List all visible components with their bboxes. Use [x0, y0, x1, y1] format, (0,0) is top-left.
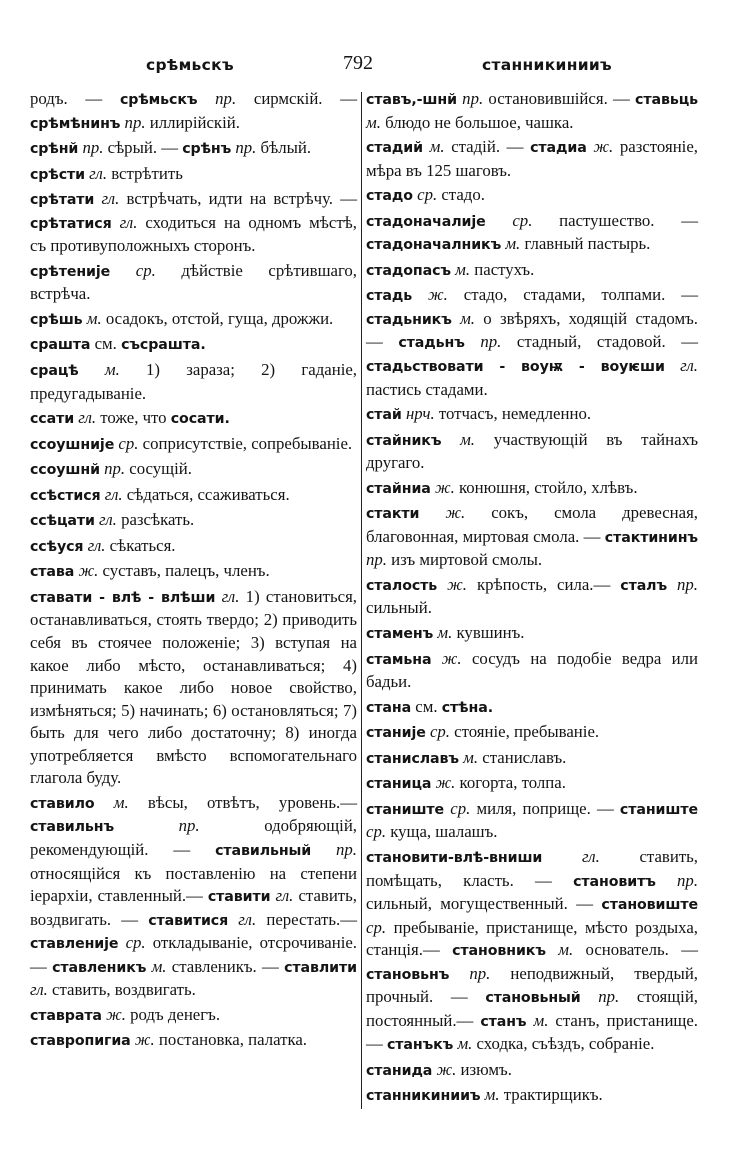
- headword: стамьна: [366, 651, 432, 668]
- headword: становити-влѣ-вниши: [366, 849, 543, 866]
- definition-text: главный пастырь.: [520, 234, 651, 254]
- dictionary-entry: [30, 333, 357, 357]
- headword: ссоушније: [30, 436, 115, 453]
- definition-text: см.: [411, 696, 442, 716]
- definition-text: куща, шалашъ.: [386, 822, 498, 842]
- part-of-speech: гл.: [94, 189, 120, 209]
- headword: станникинииъ: [366, 1088, 481, 1105]
- definition-text: блюдо не большое, чашка.: [380, 112, 574, 132]
- dictionary-entry: [30, 407, 357, 431]
- part-of-speech: ср.: [444, 798, 471, 818]
- part-of-speech: м.: [146, 956, 167, 976]
- headword: стадий: [366, 140, 423, 157]
- part-of-speech: гл.: [100, 484, 123, 504]
- dictionary-entry: [366, 502, 698, 572]
- headword: стадоначалникъ: [366, 237, 502, 254]
- part-of-speech: м.: [458, 747, 479, 767]
- definition-text: дѣйствіе срѣтившаго, встрѣча.: [30, 260, 357, 304]
- part-of-speech: пр.: [120, 112, 146, 132]
- headword: ссѣцати: [30, 513, 95, 530]
- headword: станиште: [366, 801, 445, 818]
- definition-text: см.: [90, 334, 122, 354]
- headword: ставити: [207, 889, 271, 906]
- headword: срѣмьскъ: [119, 92, 198, 108]
- definition-text: трактирщикъ.: [499, 1085, 603, 1105]
- definition-text: ставить, воздвигать. —: [30, 886, 357, 929]
- definition-text: одобряющій, рекомендующій. —: [30, 816, 357, 859]
- headword: стадопасъ: [366, 262, 451, 279]
- dictionary-entry: [30, 359, 357, 405]
- headword: срѣтатися: [30, 215, 112, 232]
- dictionary-entry: [366, 648, 698, 694]
- headword: ссати: [30, 411, 75, 428]
- definition-text: участвующій въ тайнахъ другаго.: [366, 429, 698, 473]
- part-of-speech: ср.: [114, 433, 139, 453]
- headword: ставропигиа: [30, 1033, 131, 1050]
- part-of-speech: гл.: [30, 980, 48, 1000]
- definition-text: сосудъ на подобіе ведра или бадьи.: [366, 648, 698, 692]
- definition-text: встрѣчать, идти на встрѣчу. —: [119, 189, 357, 209]
- headword: стактининъ: [604, 529, 698, 546]
- headword: стадьствовати - воуѭ - воуѥши: [366, 359, 665, 376]
- definition-text: изъ миртовой смолы.: [386, 550, 543, 570]
- headword: сосати.: [170, 411, 230, 428]
- headword: стадьникъ: [366, 311, 452, 328]
- headword: стаменъ: [366, 626, 434, 643]
- dictionary-entry: [366, 429, 698, 475]
- part-of-speech: ж.: [419, 503, 466, 523]
- part-of-speech: пр.: [667, 574, 699, 594]
- headword: ставильнъ: [30, 819, 115, 836]
- headword: срѣтеније: [30, 263, 111, 280]
- headword: станије: [366, 725, 426, 742]
- definition-text: тоже, что: [96, 408, 171, 428]
- headword: ставати - влѣ - влѣши: [30, 589, 216, 606]
- definition-text: кувшинъ.: [452, 623, 525, 643]
- definition-text: сирмскій. —: [236, 89, 357, 108]
- dictionary-entry: [366, 622, 698, 646]
- headword: становитъ: [573, 873, 656, 890]
- part-of-speech: гл.: [270, 886, 294, 906]
- headword: ставрата: [30, 1007, 102, 1024]
- part-of-speech: м.: [480, 1085, 500, 1105]
- part-of-speech: пр.: [366, 550, 387, 570]
- part-of-speech: ср.: [110, 260, 156, 280]
- definition-text: 1) становиться, останавливаться, стоять твердо; 2) приводить себя въ стоячее положеніе; 3) вступая на какое либо мѣсто, останавливаться; 4) принимать какое либо новое свойство, измѣняться; 5) начинать; 6) остановляться; 7) быть для чего либо достаточну; 8) иногда употребляется вмѣсто вспомогательнаго глагола буду.: [30, 586, 357, 788]
- headword: ссѣстися: [30, 487, 101, 504]
- definition-text: стадо.: [437, 185, 485, 205]
- headword: стадоначалије: [366, 213, 486, 230]
- part-of-speech: ж.: [431, 773, 456, 793]
- left-column: [30, 88, 357, 1055]
- definition-text: разсѣкать.: [116, 510, 195, 530]
- dictionary-entry: [30, 586, 357, 790]
- headword: срѣсти: [30, 166, 85, 183]
- part-of-speech: пр.: [449, 963, 491, 983]
- right-column: [366, 88, 698, 1110]
- definition-text: относящійся къ поставленію на степени іерархіи, ставленный.—: [30, 863, 357, 906]
- dictionary-entry: [30, 163, 357, 187]
- headword: сталость: [366, 577, 438, 594]
- dictionary-entry: [366, 1084, 698, 1108]
- definition-text: стадо, стадами, толпами. —: [447, 285, 698, 305]
- definition-text: крѣпость, сила.—: [466, 574, 621, 594]
- part-of-speech: пр.: [311, 839, 357, 859]
- definition-text: конюшня, стойло, хлѣвъ.: [454, 477, 638, 497]
- dictionary-entry: [366, 184, 698, 208]
- part-of-speech: м.: [450, 259, 471, 279]
- part-of-speech: пр.: [456, 89, 484, 108]
- part-of-speech: гл.: [74, 408, 97, 428]
- headword: срѣтати: [30, 192, 95, 209]
- part-of-speech: гл.: [542, 846, 600, 866]
- part-of-speech: ж.: [432, 1059, 457, 1079]
- dictionary-entry: [30, 792, 357, 1002]
- headword: сталъ: [620, 577, 668, 594]
- dictionary-entry: [366, 574, 698, 620]
- part-of-speech: м.: [433, 623, 453, 643]
- page-header: [0, 52, 742, 82]
- headword: станица: [366, 776, 432, 793]
- headword: срѣнй: [30, 141, 79, 158]
- dictionary-entry: [366, 846, 698, 1057]
- definition-text: сильный, могущественный. —: [366, 894, 602, 914]
- headword: ссѣуся: [30, 538, 84, 555]
- definition-text: изюмъ.: [456, 1059, 512, 1079]
- headword: ставъ,-шнй: [366, 92, 457, 108]
- definition-text: сильный.: [366, 598, 432, 618]
- part-of-speech: гл.: [94, 510, 117, 530]
- definition-text: сѣкаться.: [105, 535, 176, 555]
- definition-text: вѣсы, отвѣтъ, уровень.—: [128, 792, 357, 812]
- definition-text: встрѣтить: [107, 163, 183, 183]
- dictionary-entry: [30, 509, 357, 533]
- headword: става: [30, 564, 75, 581]
- part-of-speech: м.: [366, 112, 381, 132]
- definition-text: иллирійскій.: [145, 112, 240, 132]
- part-of-speech: м.: [501, 234, 521, 254]
- part-of-speech: м.: [422, 137, 445, 157]
- header-right-guide-word: станникинииъ: [482, 56, 612, 74]
- headword: срашта: [30, 337, 91, 354]
- headword: ставитися: [148, 912, 229, 929]
- dictionary-entry: [366, 477, 698, 501]
- definition-text: о звѣряхъ, ходящій стадомъ. —: [366, 308, 698, 352]
- part-of-speech: пр.: [114, 816, 200, 836]
- headword: срѣнъ: [182, 141, 232, 158]
- part-of-speech: м.: [526, 1010, 549, 1030]
- definition-text: стадій. —: [444, 137, 531, 157]
- definition-text: родъ денегъ.: [125, 1004, 221, 1024]
- header-left-guide-word: срѣмьскъ: [146, 56, 234, 74]
- part-of-speech: пр.: [99, 459, 126, 479]
- dictionary-entry: [30, 308, 357, 332]
- headword: ставлити: [284, 959, 357, 976]
- headword: ставильный: [215, 842, 312, 859]
- part-of-speech: гл.: [83, 535, 106, 555]
- part-of-speech: м.: [441, 429, 475, 449]
- dictionary-entry: [366, 284, 698, 401]
- part-of-speech: ср.: [412, 185, 438, 205]
- definition-text: когорта, толпа.: [455, 773, 566, 793]
- part-of-speech: ср.: [425, 722, 450, 742]
- part-of-speech: ж.: [130, 1030, 155, 1050]
- dictionary-entry: [366, 798, 698, 844]
- part-of-speech: ср.: [366, 917, 387, 937]
- part-of-speech: ср.: [485, 210, 533, 230]
- part-of-speech: м.: [545, 940, 574, 960]
- part-of-speech: пр.: [78, 138, 104, 158]
- dictionary-entry: [30, 458, 357, 482]
- dictionary-entry: [30, 1029, 357, 1053]
- dictionary-entry: [30, 188, 357, 258]
- part-of-speech: ж.: [586, 137, 614, 157]
- headword: станиславъ: [366, 750, 459, 767]
- definition-text: осадокъ, отстой, гуща, дрожжи.: [101, 308, 334, 328]
- definition-text: пастись стадами.: [366, 379, 488, 399]
- dictionary-entry: [30, 433, 357, 457]
- headword: съсрашта.: [121, 337, 206, 354]
- dictionary-entry: [366, 259, 698, 283]
- headword: становникъ: [452, 943, 546, 960]
- headword: стакти: [366, 506, 420, 523]
- definition-text: неподвижный, твердый, прочный. —: [366, 963, 698, 1007]
- part-of-speech: гл.: [664, 356, 698, 376]
- definition-text: пребываніе, пристанище, мѣсто роздыха, станція.—: [366, 917, 698, 960]
- dictionary-entry: [366, 88, 698, 134]
- definition-text: сѣрый. —: [103, 138, 183, 158]
- part-of-speech: ср.: [366, 822, 387, 842]
- definition-text: сокъ, смола древесная, благовонная, миртовая смола. —: [366, 503, 698, 546]
- dictionary-entry: [366, 721, 698, 745]
- column-divider: [361, 92, 362, 1109]
- headword: стайникъ: [366, 432, 442, 449]
- definition-text: станъ, пристанище. —: [366, 1010, 698, 1054]
- part-of-speech: нрч.: [401, 404, 435, 424]
- definition-text: ставить, помѣщать, класть. —: [366, 846, 698, 890]
- definition-text: основатель. —: [573, 940, 698, 960]
- dictionary-entry: [366, 696, 698, 720]
- headword: стадо: [366, 188, 413, 205]
- part-of-speech: пр.: [655, 870, 699, 890]
- headword: станида: [366, 1062, 433, 1079]
- dictionary-entry: [30, 260, 357, 306]
- definition-text: родъ. —: [30, 89, 120, 108]
- headword: ставленикъ: [52, 959, 147, 976]
- headword: ставьць: [635, 92, 698, 108]
- headword: станиште: [619, 801, 698, 818]
- part-of-speech: м.: [82, 308, 102, 328]
- part-of-speech: ж.: [101, 1004, 126, 1024]
- headword: станъ: [480, 1013, 527, 1030]
- definition-text: стоящій, постоянный.—: [366, 987, 699, 1030]
- headword: стана: [366, 699, 412, 716]
- part-of-speech: пр.: [231, 138, 257, 158]
- definition-text: ставить, воздвигать.: [47, 980, 196, 1000]
- headword: срѣмѣнинъ: [30, 115, 121, 132]
- definition-text: сосущій.: [125, 459, 192, 479]
- part-of-speech: ж.: [74, 561, 99, 581]
- headword: ставленије: [30, 936, 119, 953]
- dictionary-entry: [366, 772, 698, 796]
- dictionary-entry: [30, 137, 357, 161]
- part-of-speech: м.: [451, 308, 475, 328]
- dictionary-entry: [366, 403, 698, 427]
- headword: становьнъ: [366, 966, 450, 983]
- part-of-speech: гл.: [228, 909, 257, 929]
- definition-text: стояніе, пребываніе.: [449, 722, 600, 742]
- headword: срѣшь: [30, 311, 83, 328]
- definition-text: остановившійся. —: [483, 89, 636, 108]
- definition-text: соприсутствіе, сопребываніе.: [138, 433, 353, 453]
- definition-text: 1) зараза; 2) гаданіе, предугадываніе.: [30, 360, 358, 403]
- part-of-speech: м.: [78, 360, 120, 380]
- part-of-speech: пр.: [464, 332, 502, 352]
- definition-text: бѣлый.: [256, 138, 312, 158]
- part-of-speech: ж.: [437, 574, 467, 594]
- dictionary-entry: [30, 1004, 357, 1028]
- part-of-speech: гл.: [84, 163, 108, 183]
- dictionary-entry: [366, 136, 698, 182]
- headword: становиште: [601, 897, 698, 914]
- headword: срацѣ: [30, 363, 79, 380]
- dictionary-entry: [366, 1059, 698, 1083]
- part-of-speech: гл.: [215, 586, 240, 606]
- headword: стай: [366, 407, 402, 424]
- definition-text: сѣдаться, ссаживаться.: [122, 484, 290, 504]
- definition-text: стадный, стадовой. —: [501, 332, 699, 352]
- headword: станъкъ: [386, 1037, 454, 1054]
- dictionary-entry: [30, 535, 357, 559]
- definition-text: сходиться на одномъ мѣстѣ, съ противуположныхъ сторонъ.: [30, 212, 357, 256]
- dictionary-entry: [366, 747, 698, 771]
- part-of-speech: ж.: [430, 477, 455, 497]
- part-of-speech: ж.: [431, 648, 462, 668]
- headword: стадиа: [530, 140, 587, 157]
- headword: стайниа: [366, 480, 431, 497]
- part-of-speech: ж.: [412, 285, 448, 305]
- definition-text: сходка, съѣздъ, собраніе.: [472, 1034, 655, 1054]
- headword: стадь: [366, 288, 413, 305]
- definition-text: станиславъ.: [478, 747, 567, 767]
- dictionary-entry: [366, 210, 698, 257]
- headword: стѣна.: [441, 699, 493, 716]
- part-of-speech: м.: [453, 1034, 473, 1054]
- dictionary-entry: [30, 484, 357, 508]
- definition-text: постановка, палатка.: [154, 1030, 307, 1050]
- headword: ссоушнй: [30, 462, 100, 479]
- definition-text: разстояніе, мѣра въ 125 шаговъ.: [366, 137, 698, 180]
- part-of-speech: гл.: [111, 212, 138, 232]
- definition-text: ставленикъ. —: [166, 956, 285, 976]
- definition-text: пастухъ.: [470, 259, 535, 279]
- headword: стадьнъ: [398, 335, 465, 352]
- part-of-speech: пр.: [580, 987, 620, 1007]
- page-number: 792: [343, 52, 373, 74]
- part-of-speech: пр.: [197, 89, 237, 108]
- headword: ставило: [30, 795, 95, 812]
- definition-text: миля, поприще. —: [470, 798, 620, 818]
- headword: становьный: [485, 990, 581, 1007]
- part-of-speech: м.: [94, 792, 129, 812]
- definition-text: суставъ, палецъ, членъ.: [98, 561, 270, 581]
- part-of-speech: ср.: [118, 933, 146, 953]
- dictionary-entry: [30, 88, 357, 135]
- dictionary-entry: [30, 560, 357, 584]
- definition-text: пастушество. —: [532, 210, 698, 230]
- definition-text: откладываніе, отсрочиваніе. —: [30, 933, 358, 976]
- definition-text: перестать.—: [256, 909, 357, 929]
- definition-text: тотчасъ, немедленно.: [434, 404, 592, 424]
